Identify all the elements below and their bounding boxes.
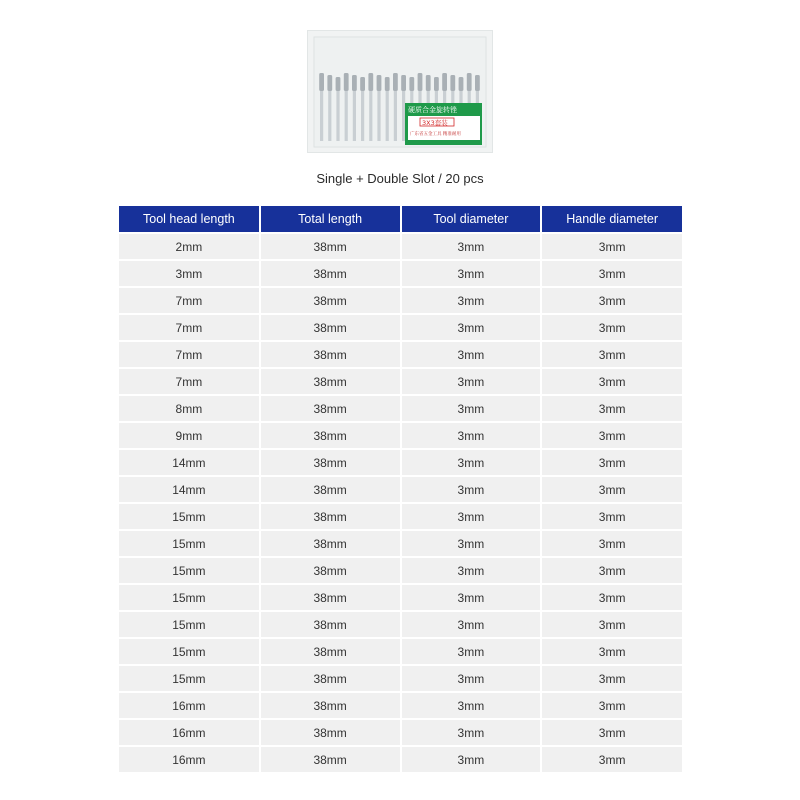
header-tool-diameter: Tool diameter (401, 206, 542, 233)
table-cell: 7mm (119, 287, 260, 314)
burr-shank (369, 91, 372, 141)
table-row (119, 557, 682, 584)
table-row (119, 449, 682, 476)
burr-head (336, 77, 341, 91)
table-cell: 15mm (119, 503, 260, 530)
table-cell: 38mm (260, 665, 401, 692)
table-cell: 38mm (260, 692, 401, 719)
table-row (119, 260, 682, 287)
table-row (119, 719, 682, 746)
table-cell: 3mm (401, 611, 542, 638)
header-handle-diameter: Handle diameter (541, 206, 682, 233)
table-row (119, 395, 682, 422)
burr-head (434, 77, 439, 91)
table-cell: 14mm (119, 449, 260, 476)
table-row (119, 665, 682, 692)
table-cell: 16mm (119, 692, 260, 719)
burr-shank (336, 91, 339, 141)
table-cell: 3mm (401, 719, 542, 746)
table-cell: 3mm (401, 233, 542, 260)
burr-shank (353, 91, 356, 141)
burr-shank (402, 91, 405, 141)
header-tool-head-length: Tool head length (119, 206, 260, 233)
carbide-burr-set-illustration (308, 31, 492, 152)
table-row (119, 287, 682, 314)
table-row (119, 692, 682, 719)
table-cell: 3mm (541, 638, 682, 665)
table-cell: 3mm (541, 476, 682, 503)
table-cell: 3mm (541, 584, 682, 611)
burr-head (319, 73, 324, 91)
table-cell: 3mm (541, 557, 682, 584)
table-cell: 3mm (541, 287, 682, 314)
table-cell: 3mm (541, 611, 682, 638)
table-row (119, 341, 682, 368)
table-cell: 3mm (541, 530, 682, 557)
table-cell: 38mm (260, 503, 401, 530)
table-cell: 7mm (119, 368, 260, 395)
label-small-text: 广东省五金工具 精准耐用 (410, 132, 461, 137)
table-cell: 3mm (401, 314, 542, 341)
table-cell: 3mm (401, 530, 542, 557)
table-cell: 3mm (401, 476, 542, 503)
table-cell: 3mm (541, 503, 682, 530)
table-cell: 15mm (119, 638, 260, 665)
burr-shank (377, 91, 380, 141)
table-cell: 3mm (541, 746, 682, 772)
table-cell: 38mm (260, 746, 401, 772)
table-cell: 38mm (260, 719, 401, 746)
table-row (119, 368, 682, 395)
table-cell: 38mm (260, 638, 401, 665)
table-row (119, 476, 682, 503)
burr-head (352, 75, 357, 91)
table-row (119, 530, 682, 557)
table-cell: 38mm (260, 476, 401, 503)
table-cell: 3mm (401, 449, 542, 476)
table-cell: 38mm (260, 368, 401, 395)
table-row (119, 746, 682, 772)
table-cell: 3mm (401, 368, 542, 395)
table-cell: 3mm (401, 692, 542, 719)
table-row (119, 584, 682, 611)
table-cell: 15mm (119, 530, 260, 557)
table-cell: 38mm (260, 233, 401, 260)
table-cell: 38mm (260, 584, 401, 611)
burr-head (401, 75, 406, 91)
table-cell: 15mm (119, 584, 260, 611)
table-cell: 38mm (260, 260, 401, 287)
burr-shank (345, 91, 348, 141)
burr-shank (386, 91, 389, 141)
table-cell: 3mm (401, 503, 542, 530)
burr-head (426, 75, 431, 91)
table-body (119, 233, 682, 772)
table-cell: 3mm (401, 638, 542, 665)
table-cell: 3mm (541, 449, 682, 476)
table-row (119, 611, 682, 638)
table-cell: 38mm (260, 287, 401, 314)
burr-head (385, 77, 390, 91)
burr-shank (320, 91, 323, 141)
table-cell: 16mm (119, 746, 260, 772)
table-cell: 3mm (541, 665, 682, 692)
table-cell: 3mm (401, 584, 542, 611)
table-cell: 3mm (401, 746, 542, 772)
burr-head (459, 77, 464, 91)
table-cell: 38mm (260, 314, 401, 341)
specification-table (119, 206, 682, 772)
product-image (307, 30, 493, 153)
burr-head (377, 75, 382, 91)
table-cell: 38mm (260, 557, 401, 584)
table-cell: 38mm (260, 449, 401, 476)
table-cell: 2mm (119, 233, 260, 260)
table-cell: 7mm (119, 314, 260, 341)
table-cell: 3mm (119, 260, 260, 287)
table-cell: 3mm (541, 422, 682, 449)
table-cell: 3mm (541, 314, 682, 341)
table-cell: 15mm (119, 557, 260, 584)
table-cell: 3mm (401, 665, 542, 692)
table-cell: 9mm (119, 422, 260, 449)
table-cell: 3mm (541, 368, 682, 395)
burr-head (360, 77, 365, 91)
table-cell: 38mm (260, 341, 401, 368)
header-total-length: Total length (260, 206, 401, 233)
burr-head (409, 77, 414, 91)
table-header-row (119, 206, 682, 233)
table-cell: 3mm (401, 395, 542, 422)
table-cell: 3mm (401, 287, 542, 314)
table-cell: 7mm (119, 341, 260, 368)
label-title: 硬质合金旋转锉 (408, 106, 457, 114)
table-cell: 3mm (541, 395, 682, 422)
burr-head (344, 73, 349, 91)
table-cell: 16mm (119, 719, 260, 746)
table-cell: 3mm (541, 719, 682, 746)
burr-shank (394, 91, 397, 141)
table-cell: 14mm (119, 476, 260, 503)
table-cell: 15mm (119, 611, 260, 638)
label-code: 3X3套装 (422, 119, 448, 127)
table-cell: 38mm (260, 530, 401, 557)
table-row (119, 314, 682, 341)
table-row (119, 503, 682, 530)
burr-head (393, 73, 398, 91)
table-cell: 3mm (541, 233, 682, 260)
burr-head (327, 75, 332, 91)
table-row (119, 638, 682, 665)
table-cell: 38mm (260, 422, 401, 449)
table-cell: 3mm (401, 341, 542, 368)
product-caption: Single + Double Slot / 20 pcs (316, 171, 484, 186)
table-row (119, 422, 682, 449)
table-cell: 3mm (401, 260, 542, 287)
table-cell: 3mm (541, 341, 682, 368)
table-cell: 3mm (541, 260, 682, 287)
burr-head (418, 73, 423, 91)
burr-head (368, 73, 373, 91)
table-cell: 38mm (260, 395, 401, 422)
burr-shank (361, 91, 364, 141)
burr-head (475, 75, 480, 91)
burr-head (450, 75, 455, 91)
burr-shank (328, 91, 331, 141)
table-row (119, 233, 682, 260)
table-cell: 8mm (119, 395, 260, 422)
table-cell: 3mm (541, 692, 682, 719)
table-cell: 15mm (119, 665, 260, 692)
burr-head (467, 73, 472, 91)
burr-head (442, 73, 447, 91)
table-cell: 3mm (401, 422, 542, 449)
table-cell: 3mm (401, 557, 542, 584)
table-cell: 38mm (260, 611, 401, 638)
